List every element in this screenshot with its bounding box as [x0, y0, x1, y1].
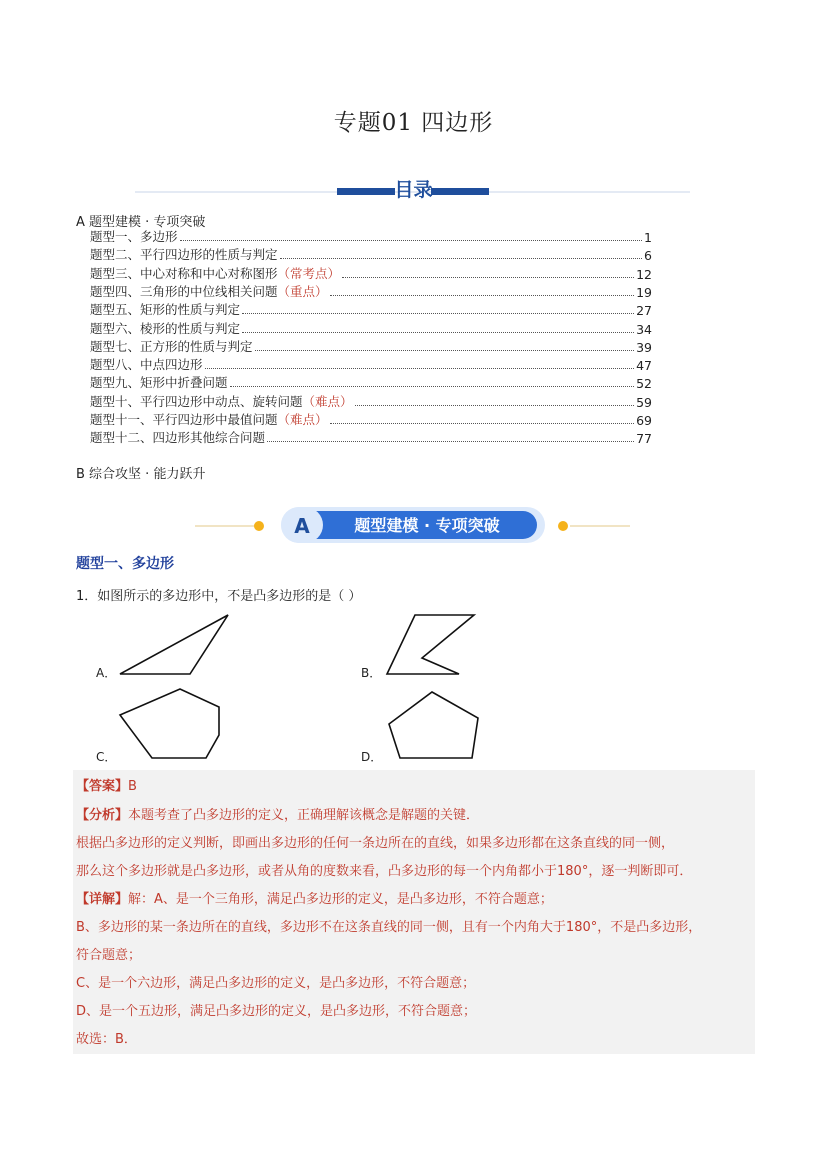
toc-leader-dots: [330, 294, 635, 296]
toc-leader-dots: [330, 422, 635, 424]
option-c-hexagon-figure: [114, 686, 229, 764]
detail-line-3: 符合题意；: [76, 948, 142, 963]
toc-item[interactable]: [90, 266, 652, 282]
page-title: 专题01 四边形: [333, 110, 494, 136]
option-d-pentagon-figure: [384, 688, 484, 764]
toc-item-title: 题型八、中点四边形: [90, 357, 203, 373]
toc-item-title: 题型六、棱形的性质与判定: [90, 320, 241, 336]
toc-item[interactable]: [90, 247, 652, 263]
toc-section-b[interactable]: B 综合攻坚 · 能力跃升: [76, 467, 206, 482]
toc-item-page: 47: [636, 358, 652, 374]
toc-item-page: 59: [636, 394, 652, 410]
toc-leader-dots: [180, 239, 643, 241]
toc-item-page: 77: [636, 431, 652, 447]
detail-text-1: 解：A、是一个三角形，满足凸多边形的定义，是凸多边形，不符合题意；: [128, 892, 553, 907]
toc-leader-dots: [355, 404, 635, 406]
banner-text: 题型建模 · 专项突破: [354, 516, 500, 535]
toc-item-note: （难点）: [302, 393, 353, 409]
answer-value: B: [128, 779, 137, 794]
analysis-line-2: 根据凸多边形的定义判断，即画出多边形的任何一条边所在的直线，如果多边形都在这条直线的同一侧，: [76, 836, 675, 851]
toc-item-title: 题型三、中心对称和中心对称图形: [90, 265, 278, 281]
toc-item[interactable]: [90, 321, 652, 337]
question-text: 1．如图所示的多边形中，不是凸多边形的是（ ）: [76, 589, 362, 604]
answer-line: [76, 775, 137, 794]
toc-item-note: （难点）: [277, 412, 328, 427]
analysis-line-1: [76, 804, 479, 823]
topic-heading: 题型一、多边形: [76, 556, 174, 572]
toc-section-a[interactable]: A 题型建模 · 专项突破: [76, 215, 206, 230]
detail-line-4: C、是一个六边形，满足凸多边形的定义，是凸多边形，不符合题意；: [76, 976, 476, 991]
toc-item[interactable]: [90, 229, 652, 245]
option-c-label: C．: [96, 750, 117, 764]
toc-leader-dots: [230, 385, 635, 387]
detail-line-5: D、是一个五边形，满足凸多边形的定义，是凸多边形，不符合题意；: [76, 1004, 477, 1019]
detail-line-2: B、多边形的某一条边所在的直线，多边形不在这条直线的同一侧，且有一个内角大于180°，不是凸多边形，: [76, 920, 702, 935]
toc-item-page: 39: [636, 339, 652, 355]
toc-item-title: 题型一、多边形: [90, 229, 178, 244]
toc-leader-dots: [242, 312, 634, 314]
toc-item-note: （重点）: [277, 283, 328, 299]
banner-dot-left-icon: [254, 521, 264, 531]
analysis-text-1: 本题考查了凸多边形的定义，正确理解该概念是解题的关键．: [128, 808, 480, 823]
toc-item-page: 19: [636, 284, 652, 300]
answer-tag: 【答案】: [76, 779, 129, 794]
toc-item-page: 27: [636, 303, 652, 319]
option-a-triangle-figure: [115, 610, 235, 680]
toc-item-title: 题型四、三角形的中位线相关问题: [90, 283, 278, 299]
option-a-label: A．: [96, 666, 117, 680]
toc-leader-dots: [242, 331, 634, 333]
toc-leader-dots: [267, 440, 634, 442]
toc-item-page: 6: [644, 248, 652, 264]
toc-item[interactable]: [90, 284, 652, 300]
toc-heading: 目录: [394, 179, 433, 201]
toc-item-page: 69: [636, 413, 652, 428]
toc-item[interactable]: [90, 430, 652, 446]
toc-item-title: 题型二、平行四边形的性质与判定: [90, 247, 278, 263]
option-b-label: B．: [361, 666, 382, 680]
toc-item-title: 题型九、矩形中折叠问题: [90, 375, 228, 391]
toc-item[interactable]: [90, 394, 652, 410]
toc-item-title: 题型七、正方形的性质与判定: [90, 338, 253, 354]
toc-leader-dots: [255, 349, 635, 351]
toc-item-page: 1: [644, 230, 652, 245]
toc-item-title: 题型十、平行四边形中动点、旋转问题: [90, 393, 303, 409]
toc-item-note: （常考点）: [277, 265, 341, 281]
toc-item[interactable]: [90, 302, 652, 318]
toc-item[interactable]: [90, 412, 652, 428]
banner-dot-right-icon: [558, 521, 568, 531]
toc-item[interactable]: [90, 375, 652, 391]
option-b-concave-figure: [382, 610, 482, 680]
toc-leader-dots: [342, 276, 634, 278]
toc-item-page: 34: [636, 321, 652, 337]
detail-line-1: [76, 888, 553, 907]
analysis-line-3: 那么这个多边形就是凸多边形，或者从角的度数来看，凸多边形的每一个内角都小于180°，逐一判断即可．: [76, 864, 693, 879]
analysis-tag: 【分析】: [76, 808, 129, 823]
toc-item-page: 52: [636, 376, 652, 392]
option-d-label: D．: [361, 750, 383, 764]
toc-item-page: 12: [636, 266, 652, 282]
toc-leader-dots: [280, 257, 643, 259]
toc-item[interactable]: [90, 357, 652, 373]
toc-item[interactable]: [90, 339, 652, 355]
conclusion-line: 故选：B．: [76, 1032, 137, 1047]
section-a-banner: [195, 505, 630, 545]
toc-item-title: 题型五、矩形的性质与判定: [90, 302, 241, 318]
detail-tag: 【详解】: [76, 892, 129, 907]
toc-item-title: 题型十一、平行四边形中最值问题: [90, 412, 278, 427]
banner-letter: A: [294, 514, 310, 538]
toc-leader-dots: [205, 367, 635, 369]
toc-item-title: 题型十二、四边形其他综合问题: [90, 430, 266, 446]
